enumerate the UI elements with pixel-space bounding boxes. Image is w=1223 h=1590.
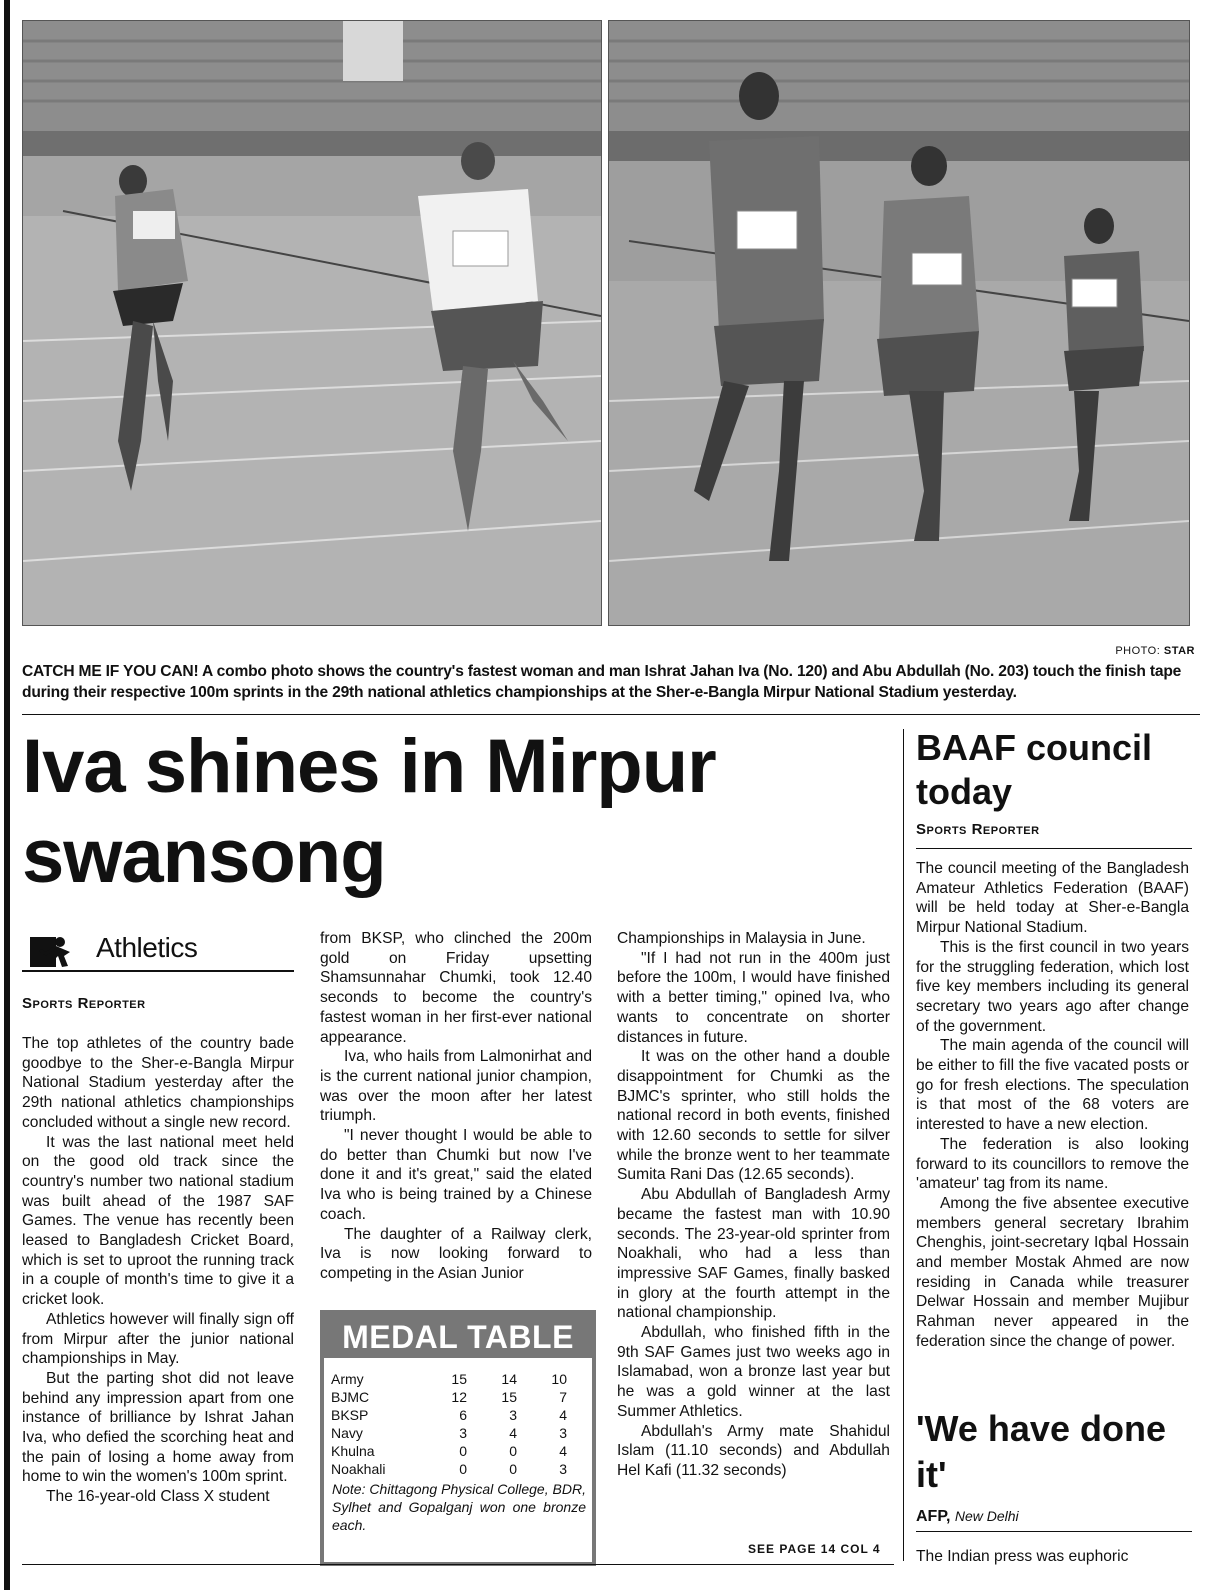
table-row: [331, 1388, 577, 1406]
paragraph: The council meeting of the Bangladesh Amateur Athletics Federation (BAAF) will be held today at Sher-e-Bangla Mirpur National Stadium.: [916, 860, 1189, 937]
story-column-3: [617, 929, 890, 1481]
team-name: Khulna: [331, 1443, 375, 1459]
athlete-icon: [24, 934, 88, 970]
paragraph: But the parting shot did not leave behind any impression apart from one instance of brilliance by Ishrat Jahan Iva, who defied the scorching heat and the pain of losing a home away from home to win the women's 100m sprint.: [22, 1369, 294, 1486]
paragraph: Abu Abdullah of Bangladesh Army became the fastest man with 10.90 seconds. The 23-year-old sprinter from Noakhali, who had a less than impressive SAF Games, finally basked in glory at the fourth attempt in the national championship.: [617, 1186, 890, 1322]
team-name: Army: [331, 1371, 364, 1387]
medal-table-note: Note: Chittagong Physical College, BDR, Sylhet and Gopalganj won one bronze each.: [332, 1481, 586, 1533]
sidebar-story: [916, 859, 1189, 1352]
paragraph: Among the five absentee executive members general secretary Ibrahim Chenghis, joint-secretary Iqbal Hossain and member Mostak Ahmed are now residing in Canada while treasurer Delwar Hossain and member Mujibur Rahman never appeared in the federation since the change of power.: [916, 1194, 1189, 1350]
story-column-1: [22, 1034, 294, 1507]
bronze-count: 3: [559, 1425, 567, 1441]
bronze-count: 4: [559, 1443, 567, 1459]
paragraph: The top athletes of the country bade goodbye to the Sher-e-Bangla Mirpur National Stadium yesterday after the 29th national athletics championships concluded without a single new record.: [22, 1035, 294, 1131]
gold-count: 12: [451, 1389, 467, 1405]
medal-table-box: [320, 1310, 596, 1566]
paragraph: from BKSP, who clinched the 200m gold on Friday upsetting Shamsunnahar Chumki, took 12.40 seconds to become the country's fastest woman in her first-ever national appearance.: [320, 930, 592, 1046]
second-byline-divider: [916, 1531, 1192, 1532]
bronze-count: 7: [559, 1389, 567, 1405]
gold-count: 3: [459, 1425, 467, 1441]
paragraph: It was the last national meet held on the good old track since the country's number two national stadium was built ahead of the 1987 SAF Games. The venue has recently been leased to Bangladesh Cricket Board, which is set to uproot the running track in a couple of month's time to give it a cricket look.: [22, 1133, 294, 1309]
paragraph: The federation is also looking forward to its councillors to remove the 'amateur' tag from its name.: [916, 1135, 1189, 1193]
photo-men-sprint: [608, 20, 1190, 626]
paragraph: Athletics however will finally sign off from Mirpur after the junior national championships in May.: [22, 1310, 294, 1368]
paragraph: It was on the other hand a double disappointment for Chumki as the BJMC's sprinter, who still holds the national record in both events, finished with 12.60 seconds to settle for silver while the bronze went to her teammate Sumita Rani Das (12.65 seconds).: [617, 1048, 890, 1184]
page-left-rule: [4, 0, 10, 1590]
second-byline: AFP, New Delhi: [916, 1508, 1019, 1525]
sidebar-headline: BAAF council today: [916, 727, 1153, 812]
paragraph: Abdullah, who finished fifth in the 9th SAF Games just two weeks ago in Islamabad, won a bronze last year but he was a gold winner at the last Summer Athletics.: [617, 1324, 890, 1420]
bottom-divider: [22, 1564, 894, 1565]
sidebar-byline: Sports Reporter: [916, 821, 1040, 838]
caption-divider: [22, 714, 1200, 715]
silver-count: 15: [501, 1389, 517, 1405]
main-headline: Iva shines in Mirpur swansong: [22, 724, 716, 899]
table-row: [331, 1370, 577, 1388]
team-name: Navy: [331, 1425, 363, 1441]
table-row: [331, 1424, 577, 1442]
paragraph: Abdullah's Army mate Shahidul Islam (11.10 seconds) and Abdullah Hel Kafi (11.32 seconds): [617, 1422, 890, 1479]
gold-count: 15: [451, 1371, 467, 1387]
team-name: BJMC: [331, 1389, 370, 1405]
main-byline: Sports Reporter: [22, 995, 146, 1012]
paragraph: The Indian press was euphoric: [916, 1548, 1129, 1565]
silver-count: 14: [501, 1371, 517, 1387]
bronze-count: 4: [559, 1407, 567, 1423]
silver-count: 0: [509, 1461, 517, 1477]
section-kicker: [22, 932, 294, 972]
sidebar-divider: [903, 729, 904, 1561]
paragraph: Iva, who hails from Lalmonirhat and is the current national junior champion, was over the moon after her latest triumph.: [320, 1048, 592, 1125]
table-row: [331, 1406, 577, 1424]
gold-count: 0: [459, 1461, 467, 1477]
bronze-count: 3: [559, 1461, 567, 1477]
photo-men-sprint-illustration: [609, 21, 1189, 625]
table-row: [331, 1460, 577, 1478]
second-story: [916, 1547, 1189, 1567]
jump-line: SEE PAGE 14 COL 4: [748, 1542, 881, 1556]
story-column-2: [320, 929, 592, 1284]
silver-count: 0: [509, 1443, 517, 1459]
gold-count: 6: [459, 1407, 467, 1423]
sidebar-byline-divider: [916, 848, 1192, 849]
photo-women-sprint: [22, 20, 602, 626]
paragraph: "I never thought I would be able to do better than Chumki but now I've done it and it's great," said the elated Iva who is being trained by a Chinese coach.: [320, 1127, 592, 1223]
team-name: BKSP: [331, 1407, 369, 1423]
table-row: [331, 1442, 577, 1460]
paragraph: This is the first council in two years for the struggling federation, which lost five key members including its general secretary two years ago after change of the government.: [916, 938, 1189, 1035]
paragraph: The 16-year-old Class X student: [46, 1488, 270, 1506]
paragraph: The main agenda of the council will be either to fill the five vacated posts or go for fresh elections. The speculation is that most of the 68 voters are interested to have a new election.: [916, 1037, 1189, 1134]
photo-credit: PHOTO: STAR: [1115, 645, 1195, 657]
photo-women-sprint-illustration: [23, 21, 601, 625]
paragraph: "If I had not run in the 400m just before the 100m, I would have finished with a better timing," opined Iva, who wants to concentrate on shorter distances in future.: [617, 949, 890, 1046]
section-label: Athletics: [96, 932, 198, 963]
medal-table-title: MEDAL TABLE: [324, 1314, 592, 1358]
paragraph: Championships in Malaysia in June.: [617, 930, 866, 947]
silver-count: 3: [509, 1407, 517, 1423]
gold-count: 0: [459, 1443, 467, 1459]
paragraph: The daughter of a Railway clerk, Iva is now looking forward to competing in the Asian Junior: [320, 1225, 592, 1282]
photo-caption: CATCH ME IF YOU CAN! A combo photo shows the country's fastest woman and man Ishrat Jahan Iva (No. 120) and Abu Abdullah (No. 203) touch the finish tape during their respective 100m sprints in the 29th national athletics championships at the Sher-e-Bangla Mirpur National Stadium yesterday.: [22, 663, 1182, 701]
bronze-count: 10: [551, 1371, 567, 1387]
medal-table: [331, 1370, 577, 1478]
second-headline: 'We have done it': [916, 1408, 1166, 1495]
team-name: Noakhali: [331, 1461, 386, 1477]
silver-count: 4: [509, 1425, 517, 1441]
